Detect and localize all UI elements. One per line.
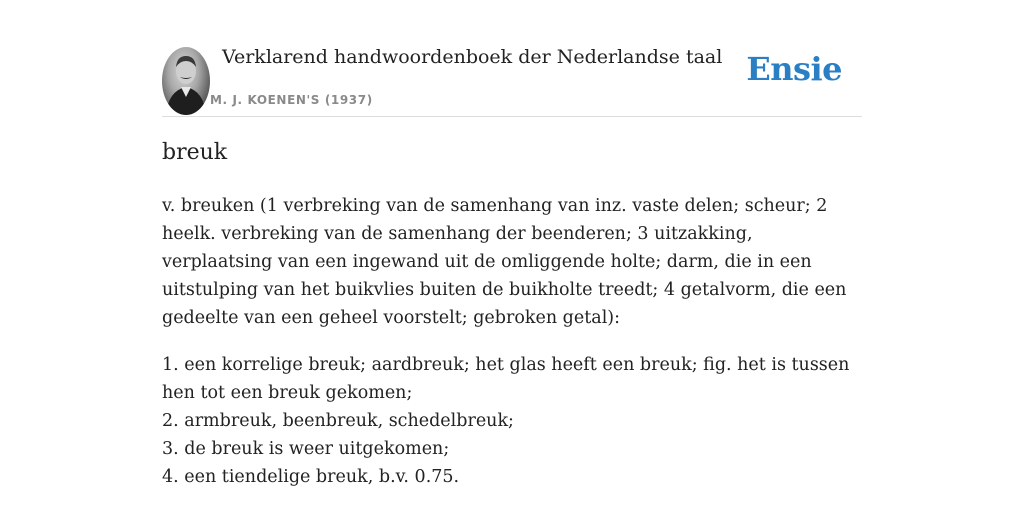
header xyxy=(162,0,862,117)
page xyxy=(162,0,862,512)
example-item: 2. armbreuk, beenbreuk, schedelbreuk; xyxy=(162,411,514,431)
example-item: 3. de breuk is weer uitgekomen; xyxy=(162,439,450,459)
example-item: 4. een tiendelige breuk, b.v. 0.75. xyxy=(162,467,460,487)
book-title: Verklarend handwoordenboek der Nederlandse taal xyxy=(222,46,723,68)
example-item: 1. een korrelige breuk; aardbreuk; het glas heeft een breuk; fig. het is tussen hen tot een breuk gekomen; xyxy=(162,355,850,403)
headword: breuk xyxy=(162,140,228,165)
examples-list xyxy=(162,351,862,491)
author-credit: M. J. KOENEN'S (1937) xyxy=(210,93,373,107)
author-portrait-icon xyxy=(162,47,210,115)
definition-text: v. breuken (1 verbreking van de samenhang van inz. vaste delen; scheur; 2 heelk. verbreking van de samenhang der beenderen; 3 uitzakking, verplaatsing van een ingewand uit de omliggende holte; darm, die in een uitstulping van het buikvlies buiten de buikholte treedt; 4 getalvorm, die een gedeelte van een geheel voorstelt; gebroken getal): xyxy=(162,196,847,328)
ensie-logo-link[interactable]: Ensie xyxy=(746,50,842,88)
